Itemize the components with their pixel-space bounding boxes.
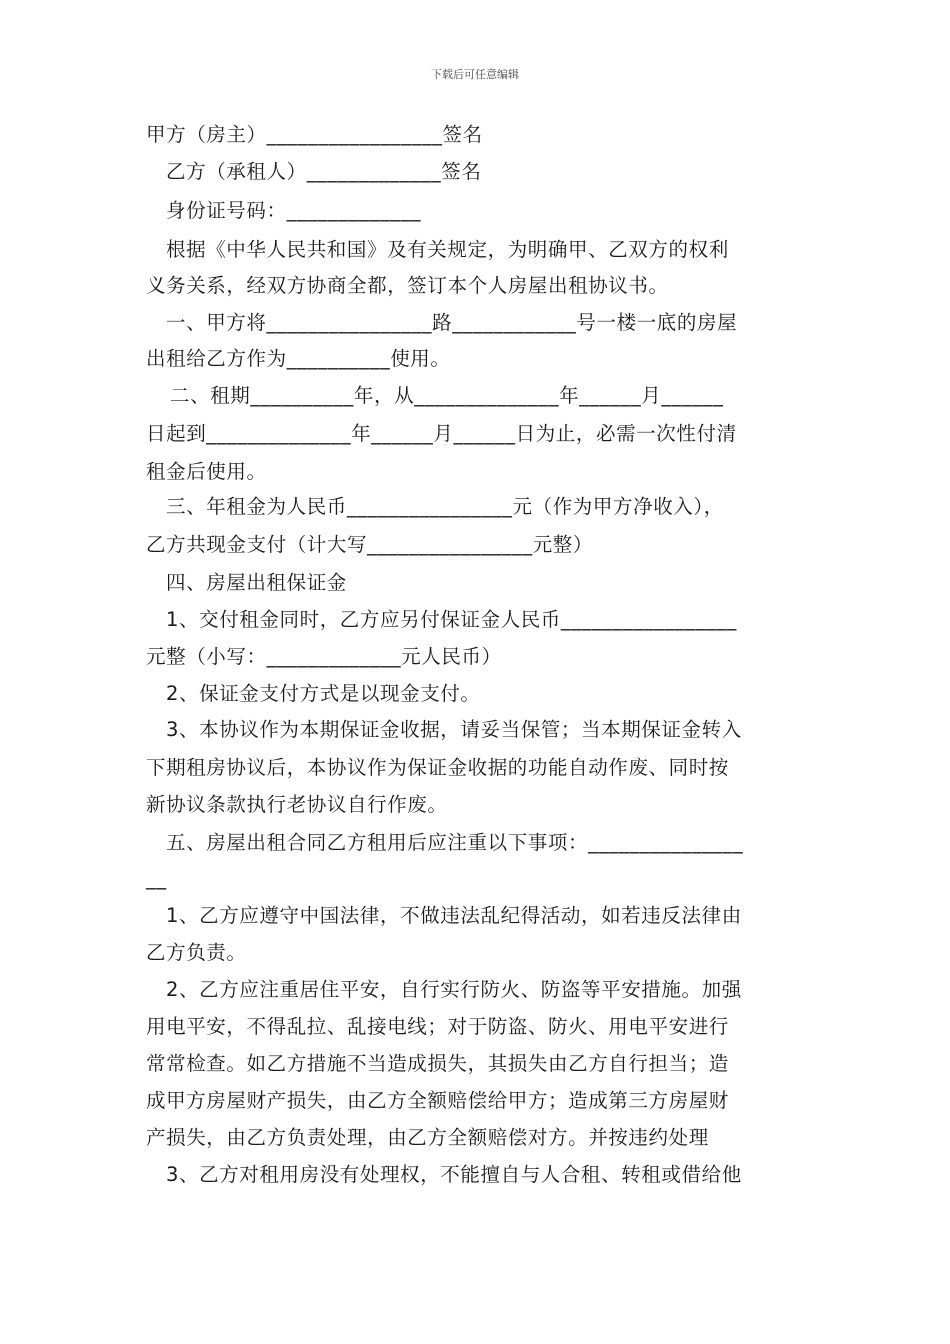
paragraph-line: 根据《中华人民共和国》及有关规定，为明确甲、乙双方的权利 [166,238,729,261]
clause-5-item: 用电平安，不得乱拉、乱接电线；对于防盗、防火、用电平安进行 [146,1015,729,1038]
clause-2-line: 日起到______________年______月______日为止，必需一次性付清 [146,422,737,445]
clause-2-line: 租金后使用。 [146,460,267,483]
clause-1-line: 一、甲方将________________路____________号一楼一底的房屋 [166,311,738,334]
clause-4-item: 下期租房协议后，本协议作为保证金收据的功能自动作废、同时按 [146,756,729,779]
clause-5-item: 乙方负责。 [146,941,247,964]
clause-5-item: 3、乙方对租用房没有处理权，不能擅自与人合租、转租或借给他 [166,1163,742,1186]
clause-4-item: 3、本协议作为本期保证金收据，请妥当保管；当本期保证金转入 [166,718,742,741]
paragraph-line: 义务关系，经双方协商全都，签订本个人房屋出租协议书。 [146,274,669,297]
clause-5-item: 2、乙方应注重居住平安，自行实行防火、防盗等平安措施。加强 [166,978,742,1001]
clause-5-item: 成甲方房屋财产损失，由乙方全额赔偿给甲方；造成第三方房屋财 [146,1089,729,1112]
clause-4-heading: 四、房屋出租保证金 [166,571,347,594]
clause-4-item: 1、交付租金同时，乙方应另付保证金人民币_________________ [166,608,737,631]
clause-5-item: 1、乙方应遵守中国法律，不做违法乱纪得活动，如若违反法律由 [166,904,742,927]
clause-5-item: 常常检查。如乙方措施不当造成损失，其损失由乙方自行担当；造 [146,1052,729,1075]
party-a-line: 甲方（房主）_________________签名 [146,123,483,146]
clause-5-heading: __ [146,867,167,890]
clause-3-line: 乙方共现金支付（计大写________________元整） [146,533,593,556]
clause-3-line: 三、年租金为人民币________________元（作为甲方净收入）， [166,495,724,518]
clause-5-item: 产损失，由乙方负责处理，由乙方全额赔偿对方。并按违约处理 [146,1126,709,1149]
party-b-line: 乙方（承租人）_____________签名 [166,160,482,183]
clause-5-heading: 五、房屋出租合同乙方租用后应注重以下事项：_______________ [166,831,744,854]
id-number-line: 身份证号码：_____________ [166,199,422,222]
page-header: 下载后可任意编辑 [431,68,519,81]
clause-4-item: 新协议条款执行老协议自行作废。 [146,793,448,816]
clause-1-line: 出租给乙方作为__________使用。 [146,347,451,370]
clause-4-item: 元整（小写：_____________元人民币） [146,645,502,668]
clause-2-line: 二、租期__________年，从______________年______月______ [170,384,724,407]
clause-4-item: 2、保证金支付方式是以现金支付。 [166,682,481,705]
